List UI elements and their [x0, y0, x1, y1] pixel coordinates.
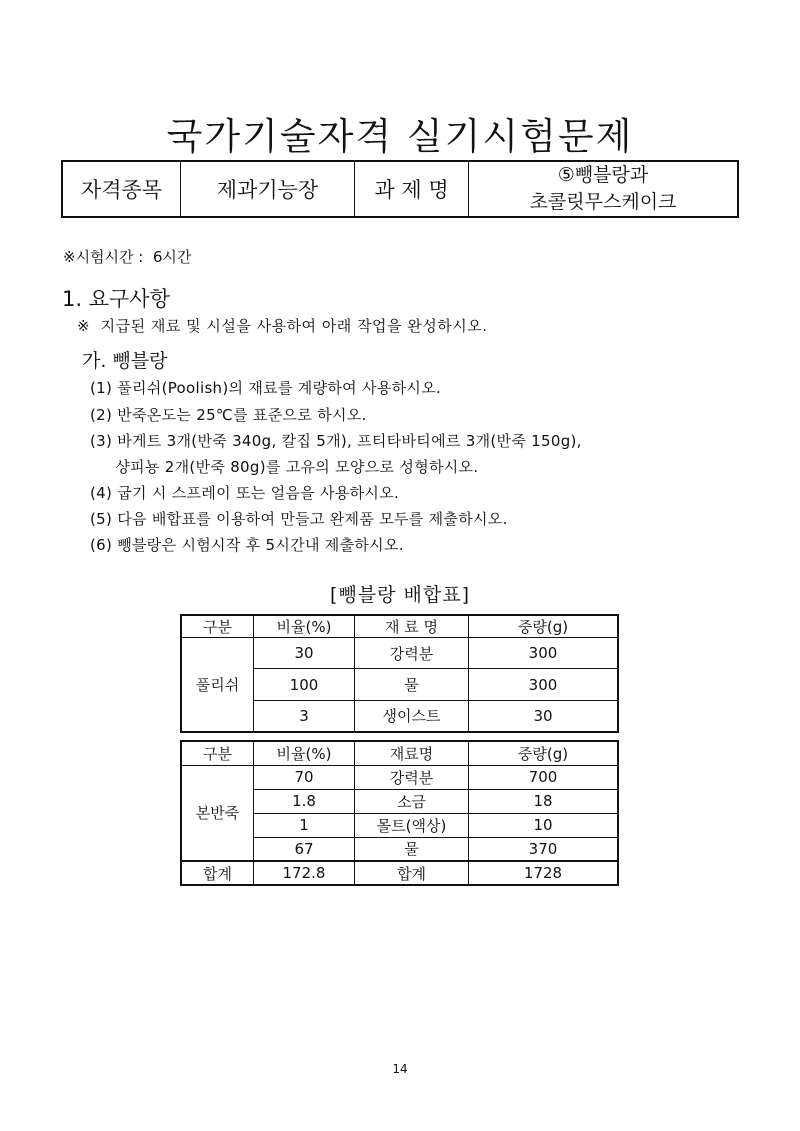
weight-cell: 700 [469, 765, 619, 789]
weight-cell: 18 [469, 789, 619, 813]
page-title: 국가기술자격 실기시험문제 [166, 115, 634, 158]
subject-line-2: 초콜릿무스케이크 [529, 191, 677, 213]
subsection-heading: 가. 뺑블랑 [82, 350, 168, 372]
table-header-row [181, 615, 618, 638]
header-ingredient: 재 료 명 [355, 615, 469, 638]
group-cell: 풀리쉬 [181, 638, 254, 732]
ratio-cell: 70 [254, 765, 355, 789]
ingredient-cell: 소금 [355, 789, 469, 813]
requirement-item: (6) 뺑블랑은 시험시작 후 5시간내 제출하시오. [90, 536, 404, 554]
weight-cell: 300 [469, 638, 619, 669]
subject-label: 과 제 명 [355, 161, 469, 217]
header-ratio: 비율(%) [254, 615, 355, 638]
ratio-cell: 1 [254, 813, 355, 837]
header-ratio: 비율(%) [254, 741, 355, 765]
qualification-value: 제과기능장 [181, 161, 355, 217]
weight-cell: 30 [469, 701, 619, 732]
total-row [181, 861, 618, 885]
total-weight: 1728 [469, 861, 619, 885]
header-category: 구분 [181, 615, 254, 638]
exam-info-table [61, 160, 739, 218]
poolish-recipe-table [180, 614, 619, 733]
ingredient-cell: 강력분 [355, 638, 469, 669]
total-ratio: 172.8 [254, 861, 355, 885]
requirement-item: (1) 풀리쉬(Poolish)의 재료를 계량하여 사용하시오. [90, 379, 442, 397]
ratio-cell: 100 [254, 669, 355, 701]
ingredient-cell: 물 [355, 669, 469, 701]
table-caption: [뺑블랑 배합표] [330, 584, 470, 606]
ingredient-cell: 생이스트 [355, 701, 469, 732]
weight-cell: 10 [469, 813, 619, 837]
requirement-item: (5) 다음 배합표를 이용하여 만들고 완제품 모두를 제출하시오. [90, 510, 508, 528]
requirement-item: (4) 굽기 시 스프레이 또는 얼음을 사용하시오. [90, 484, 400, 502]
requirement-item: 샹피뇽 2개(반죽 80g)를 고유의 모양으로 성형하시오. [90, 458, 479, 476]
ingredient-cell: 물 [355, 837, 469, 861]
ratio-cell: 30 [254, 638, 355, 669]
header-weight: 중량(g) [469, 615, 619, 638]
subject-line-1: ⑤뺑블랑과 [557, 164, 649, 186]
header-ingredient: 재료명 [355, 741, 469, 765]
table-row [181, 638, 618, 669]
requirement-item: (2) 반죽온도는 25℃를 표준으로 하시오. [90, 406, 367, 424]
ingredient-cell: 강력분 [355, 765, 469, 789]
table-header-row [181, 741, 618, 765]
section-note: ※ 지급된 재료 및 시설을 사용하여 아래 작업을 완성하시오. [77, 317, 488, 335]
total-label: 합계 [181, 861, 254, 885]
requirement-item: (3) 바게트 3개(반죽 340g, 칼집 5개), 프티타바티에르 3개(반죽 150g), [90, 432, 582, 450]
section-heading: 1. 요구사항 [62, 287, 170, 311]
ratio-cell: 1.8 [254, 789, 355, 813]
weight-cell: 370 [469, 837, 619, 861]
group-cell: 본반죽 [181, 765, 254, 861]
total-label-2: 합계 [355, 861, 469, 885]
qualification-label: 자격종목 [62, 161, 181, 217]
ratio-cell: 3 [254, 701, 355, 732]
header-category: 구분 [181, 741, 254, 765]
header-weight: 중량(g) [469, 741, 619, 765]
main-dough-recipe-table [180, 740, 619, 886]
weight-cell: 300 [469, 669, 619, 701]
exam-time: ※시험시간 : 6시간 [63, 248, 192, 266]
page-number: 14 [392, 1062, 408, 1076]
subject-value [469, 161, 739, 217]
table-row [181, 765, 618, 789]
ratio-cell: 67 [254, 837, 355, 861]
ingredient-cell: 몰트(액상) [355, 813, 469, 837]
